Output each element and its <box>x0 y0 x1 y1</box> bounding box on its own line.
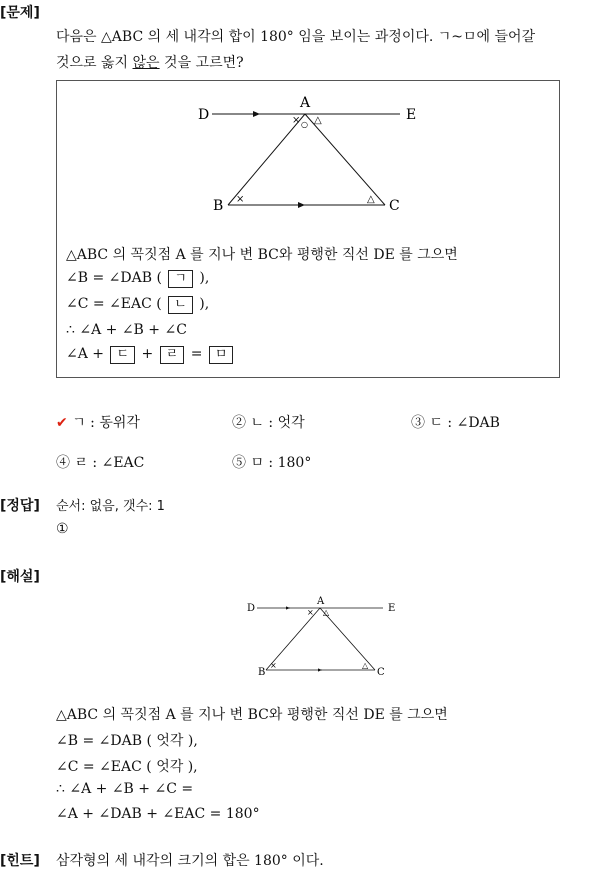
blank-d: ㄹ <box>160 346 185 364</box>
exp-angle-mark-c: △ <box>362 661 369 670</box>
problem-text-underlined: 않은 <box>132 55 160 71</box>
box-line5-eq: = <box>190 346 203 362</box>
angle-mark-tri: △ <box>314 115 322 126</box>
choice-5-text: ㅁ : 180° <box>250 455 312 471</box>
explanation-line4: ∴ ∠A + ∠B + ∠C = <box>56 781 194 797</box>
problem-tag: [문제] <box>0 5 40 21</box>
choice-3[interactable] <box>411 412 500 432</box>
hint-text: 삼각형의 세 내각의 크기의 합은 180° 이다. <box>56 853 324 869</box>
label-d: D <box>198 107 210 123</box>
answer-meta: 순서: 없음, 갯수: 1 <box>56 499 165 514</box>
angle-mark-b: × <box>236 194 245 205</box>
exp-label-d: D <box>247 603 256 614</box>
choice-3-mark: ③ <box>411 415 425 431</box>
box-line5 <box>66 346 235 364</box>
box-line2 <box>66 270 209 288</box>
box-line3-pre: ∠C = ∠EAC ( <box>66 296 162 312</box>
exp-label-b: B <box>258 667 266 678</box>
choice-1-text: ㄱ : 동위각 <box>72 415 140 431</box>
problem-text-line1: 다음은 △ABC 의 세 내각의 합이 180° 임을 보이는 과정이다. ㄱ~ㅁ에 들어갈 <box>56 29 536 45</box>
explanation-line5: ∠A + ∠DAB + ∠EAC = 180° <box>56 806 260 822</box>
answer-value: ① <box>56 521 69 537</box>
choice-3-text: ㄷ : ∠DAB <box>429 415 500 431</box>
hint-tag: [힌트] <box>0 853 40 869</box>
blank-a: ㄱ <box>168 270 193 288</box>
problem-text-line2-a: 것으로 옳지 <box>56 55 133 71</box>
explanation-line3: ∠C = ∠EAC ( 엇각 ), <box>56 759 198 775</box>
exp-label-e: E <box>388 603 396 614</box>
box-line3 <box>66 296 209 314</box>
angle-mark-x: × <box>292 115 301 126</box>
choice-2-text: ㄴ : 엇각 <box>250 415 305 431</box>
box-line5-plus: + <box>141 346 154 362</box>
explanation-tag: [해설] <box>0 569 40 585</box>
blank-b: ㄴ <box>168 296 193 314</box>
box-line3-post: ), <box>199 296 210 312</box>
blank-c: ㄷ <box>110 346 135 364</box>
choice-2-mark: ② <box>232 415 246 431</box>
box-line5-pre: ∠A + <box>66 346 105 362</box>
problem-text-line2-b: 것을 고르면? <box>159 55 244 71</box>
choice-2[interactable] <box>232 412 305 432</box>
box-line4: ∴ ∠A + ∠B + ∠C <box>66 322 187 338</box>
explanation-diagram <box>0 585 589 685</box>
label-e: E <box>406 107 417 123</box>
angle-mark-o: ○ <box>301 120 308 129</box>
label-a: A <box>300 95 311 111</box>
exp-angle-mark-x: × <box>307 608 314 617</box>
exp-label-a: A <box>317 596 325 607</box>
checkmark-icon: ✔ <box>56 415 68 431</box>
choice-1[interactable] <box>56 412 140 432</box>
exp-label-c: C <box>377 667 385 678</box>
choice-4-mark: ④ <box>56 455 70 471</box>
box-line2-pre: ∠B = ∠DAB ( <box>66 270 162 286</box>
angle-mark-c: △ <box>367 194 375 205</box>
answer-tag: [정답] <box>0 498 40 514</box>
side-ab <box>228 114 305 205</box>
choice-4-text: ㄹ : ∠EAC <box>74 455 145 471</box>
blank-e: ㅁ <box>209 346 234 364</box>
label-c: C <box>389 198 400 214</box>
box-line2-post: ), <box>199 270 210 286</box>
explanation-line2: ∠B = ∠DAB ( 엇각 ), <box>56 733 198 749</box>
side-ac <box>305 114 385 205</box>
choice-5[interactable] <box>232 452 311 472</box>
problem-diagram <box>0 0 589 400</box>
exp-angle-mark-tri: △ <box>323 608 330 617</box>
label-b: B <box>213 198 224 214</box>
choice-5-mark: ⑤ <box>232 455 246 471</box>
exp-angle-mark-b: × <box>270 661 277 670</box>
box-line1: △ABC 의 꼭짓점 A 를 지나 변 BC와 평행한 직선 DE 를 그으면 <box>66 247 458 263</box>
choice-4[interactable] <box>56 452 144 472</box>
explanation-line1: △ABC 의 꼭짓점 A 를 지나 변 BC와 평행한 직선 DE 를 그으면 <box>56 707 448 723</box>
